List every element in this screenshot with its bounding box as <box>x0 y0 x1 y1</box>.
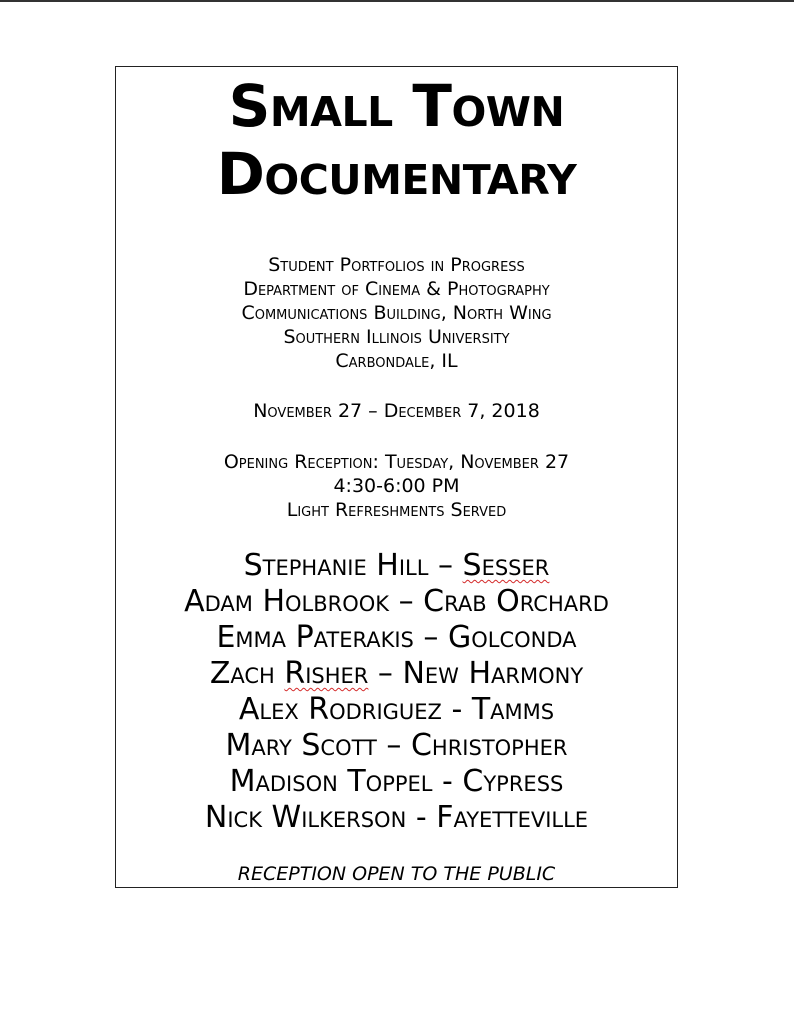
artist-name: Stephanie Hill <box>243 548 429 583</box>
artist-entry <box>116 657 677 692</box>
exhibition-dates: November 27 – December 7, 2018 <box>253 400 540 422</box>
artist-entry <box>116 765 677 800</box>
artist-name: Emma Paterakis <box>216 620 414 655</box>
artist-town: Golconda <box>447 620 577 655</box>
artist-name: Madison Toppel <box>229 764 433 799</box>
artist-separator: – <box>389 584 424 619</box>
artist-separator: - <box>406 800 437 835</box>
artist-first-name: Zach <box>209 656 285 691</box>
reception-line-date: Opening Reception: Tuesday, November 27 <box>223 451 570 473</box>
artist-town: Christopher <box>410 728 568 763</box>
artist-town: Sesser <box>462 548 550 583</box>
info-line-city: Carbondale, IL <box>335 350 458 372</box>
artist-entry <box>116 693 677 728</box>
title-line-2: Documentary <box>216 140 577 208</box>
artist-separator: – <box>368 656 403 691</box>
artist-separator: – <box>413 620 448 655</box>
artist-separator: - <box>432 764 463 799</box>
reception-line-time: 4:30-6:00 PM <box>333 475 460 497</box>
title-line-1: Small Town <box>228 72 565 140</box>
artist-name: Mary Scott <box>225 728 377 763</box>
info-line-program: Student Portfolios in Progress <box>268 254 525 276</box>
info-line-department: Department of Cinema & Photography <box>243 278 550 300</box>
artist-town: Fayetteville <box>436 800 589 835</box>
artist-town: Tamms <box>471 692 555 727</box>
top-edge-rule <box>0 0 794 2</box>
artist-entry <box>116 621 677 656</box>
flyer <box>115 66 678 888</box>
artist-town: Crab Orchard <box>423 584 609 619</box>
artist-town: Cypress <box>462 764 564 799</box>
artist-entry <box>116 801 677 836</box>
info-line-building: Communications Building, North Wing <box>241 302 552 324</box>
artist-separator: - <box>441 692 472 727</box>
artist-entry <box>116 585 677 620</box>
reception-line-refreshments: Light Refreshments Served <box>286 499 507 521</box>
artist-name: Adam Holbrook <box>184 584 390 619</box>
artist-name: Nick Wilkerson <box>204 800 407 835</box>
artist-town: New Harmony <box>402 656 584 691</box>
artist-name: Alex Rodriguez <box>238 692 442 727</box>
artist-last-name: Risher <box>284 656 369 691</box>
footer-note: RECEPTION OPEN TO THE PUBLIC <box>237 863 556 885</box>
artist-separator: – <box>428 548 463 583</box>
artist-entry <box>116 729 677 764</box>
artist-separator: – <box>376 728 411 763</box>
artist-entry <box>116 549 677 584</box>
info-line-university: Southern Illinois University <box>283 326 510 348</box>
